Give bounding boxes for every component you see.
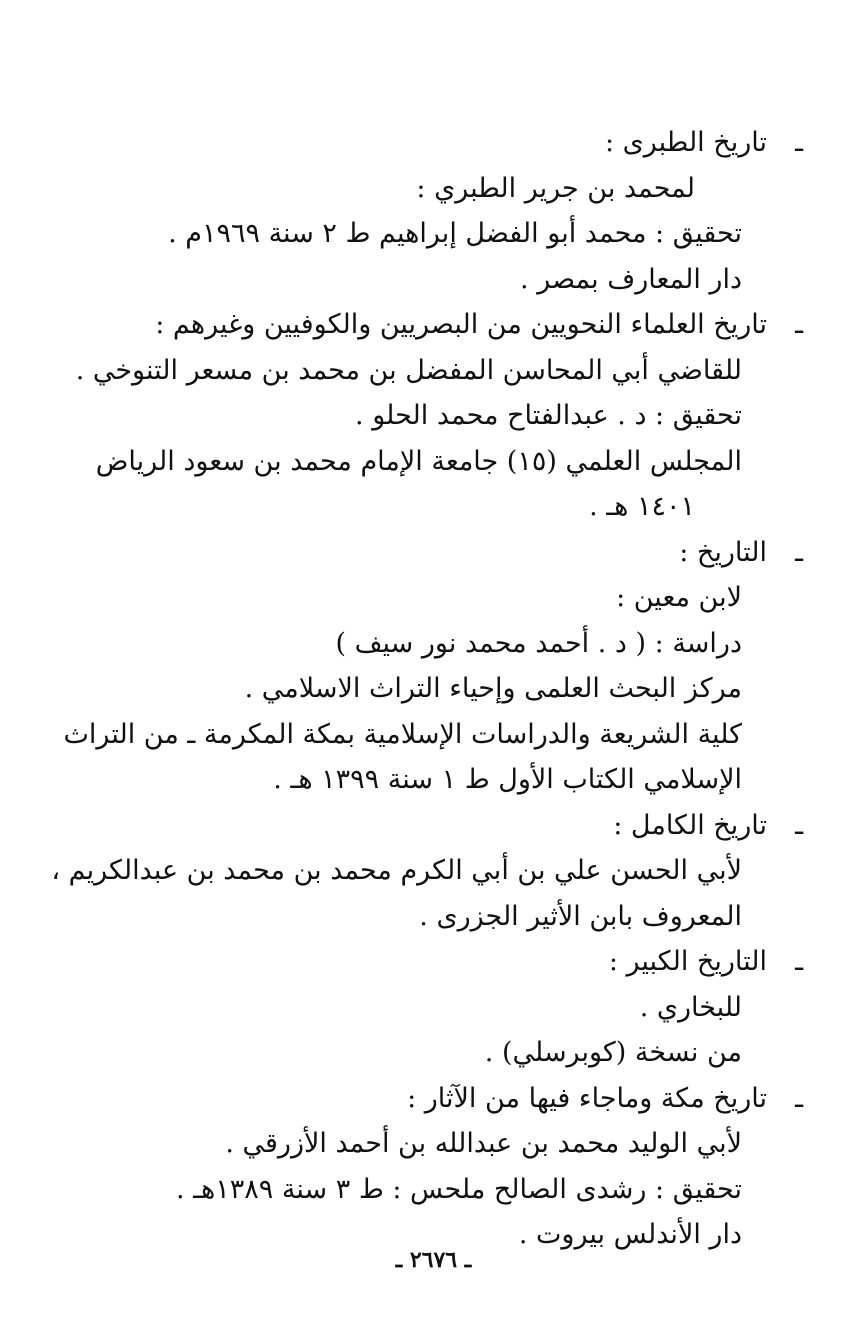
entry-line: كلية الشريعة والدراسات الإسلامية بمكة المكرمة ـ من التراث: [63, 718, 742, 750]
entry-title: تاريخ الطبرى :: [604, 127, 767, 158]
entry-line: المعروف بابن الأثير الجزرى .: [419, 900, 742, 932]
entry-line: ١٤٠١ هـ .: [589, 491, 695, 522]
entry-title: التاريخ الكبير :: [608, 946, 767, 977]
entry-line: لأبي الحسن علي بن أبي الكرم محمد بن محمد بن عبدالكريم ،: [51, 855, 742, 886]
entry-line: للبخاري .: [639, 991, 742, 1023]
bibliography-entry: [40, 530, 803, 803]
entry-line: دراسة : ( د . أحمد محمد نور سيف ): [335, 627, 742, 659]
page-number: ـ ٢٦٧٦ ـ: [395, 1247, 472, 1273]
entry-dash: ـ: [795, 309, 803, 340]
bibliography-entry: [40, 120, 803, 302]
entry-dash: ـ: [795, 1082, 803, 1114]
entry-dash: ـ: [795, 809, 803, 841]
entry-line: تحقيق : محمد أبو الفضل إبراهيم ط ٢ سنة ١٩٦٩م .: [168, 218, 742, 249]
entry-line: دار الأندلس بيروت .: [518, 1219, 742, 1250]
bibliography-entry: [40, 1076, 803, 1258]
entry-title: تاريخ مكة وماجاء فيها من الآثار :: [407, 1082, 767, 1114]
entry-title: التاريخ :: [679, 536, 767, 568]
entry-line: تحقيق : د . عبدالفتاح محمد الحلو .: [355, 400, 742, 431]
entry-line: دار المعارف بمصر .: [520, 263, 742, 295]
entry-line: من نسخة (كوبرسلي) .: [484, 1037, 742, 1068]
entry-title-line: [40, 120, 803, 166]
bibliography-entry: [40, 939, 803, 1076]
entry-dash: ـ: [795, 127, 803, 158]
bibliography-list: [40, 120, 803, 1258]
entry-line: لابن معين :: [616, 582, 742, 613]
bibliography-entry: [40, 803, 803, 940]
entry-dash: ـ: [795, 946, 803, 977]
entry-title: تاريخ العلماء النحويين من البصريين والكوفيين وغيرهم :: [155, 309, 767, 340]
bibliography-entry: [40, 302, 803, 530]
entry-title-line: [40, 1076, 803, 1122]
entry-line: لمحمد بن جرير الطبري :: [416, 172, 695, 204]
entry-title: تاريخ الكامل :: [613, 809, 767, 841]
entry-line: تحقيق : رشدى الصالح ملحس : ط ٣ سنة ١٣٨٩هـ .: [175, 1173, 742, 1205]
entry-line: لأبي الوليد محمد بن عبدالله بن أحمد الأزرقي .: [225, 1128, 742, 1159]
entry-title-line: [40, 302, 803, 348]
entry-title-line: [40, 530, 803, 576]
entry-line: الإسلامي الكتاب الأول ط ١ سنة ١٣٩٩ هـ .: [273, 764, 742, 795]
entry-title-line: [40, 939, 803, 985]
entry-title-line: [40, 803, 803, 849]
entry-line: مركز البحث العلمى وإحياء التراث الاسلامي .: [244, 673, 742, 704]
entry-line: للقاضي أبي المحاسن المفضل بن محمد بن مسعر التنوخي .: [75, 354, 742, 386]
entry-line: المجلس العلمي (١٥) جامعة الإمام محمد بن سعود الرياض: [95, 445, 742, 477]
entry-dash: ـ: [795, 536, 803, 568]
